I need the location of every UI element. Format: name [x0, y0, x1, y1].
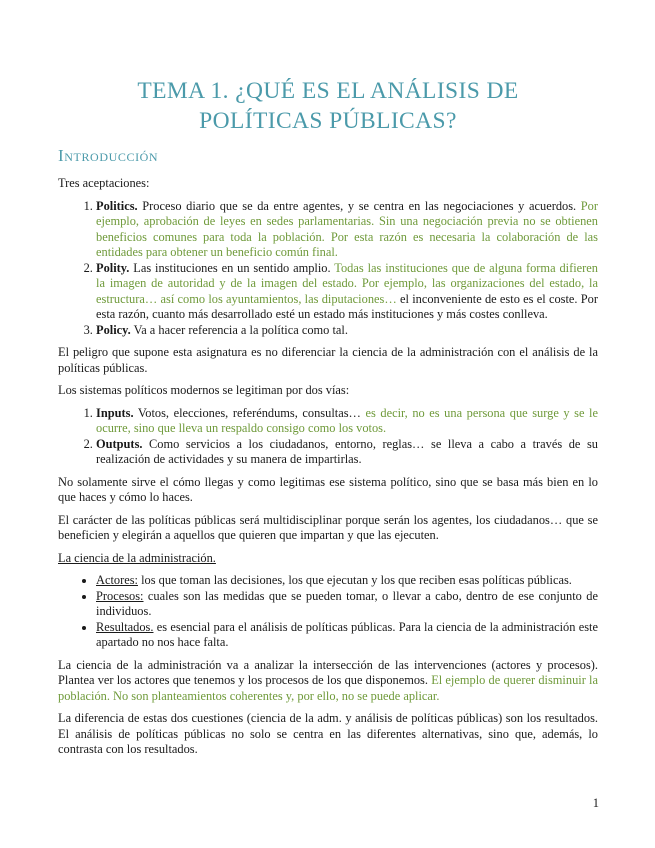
term: Policy.	[96, 322, 131, 337]
term: Inputs.	[96, 405, 134, 420]
paragraph: La diferencia de estas dos cuestiones (ciencia de la adm. y análisis de políticas públicas) son los resultados. El análisis de políticas públicas no solo se centra en las diferentes alternativas, sino que, además, lo contrasta con los resultados.	[58, 711, 598, 756]
item-text: Proceso diario que se da entre agentes, y se centra en las negociaciones y acuerdos.	[137, 198, 581, 213]
term: Outputs.	[96, 436, 143, 451]
components-list	[58, 573, 598, 651]
paragraph: El peligro que supone esta asignatura es no diferenciar la ciencia de la administración con el análisis de la políticas públicas.	[58, 345, 598, 375]
document-body	[58, 176, 598, 765]
green-note: El ejemplo de querer disminuir la población. No son planteamientos coherentes y, por ello, no se puede aplicar.	[58, 673, 598, 703]
acceptations-list	[58, 199, 598, 339]
item-text: Las instituciones en un sentido amplio.	[129, 260, 335, 275]
item-text-after: el inconveniente de esto es el coste. Por esta razón, cuanto más desarrollado esté un estado más instituciones y más costes conlleva.	[96, 291, 598, 321]
item-text: es esencial para el análisis de políticas públicas. Para la ciencia de la administración este apartado no nos hace falta.	[96, 619, 598, 649]
paragraph: No solamente sirve el cómo llegas y como legitimas ese sistema político, sino que se basa más bien en lo que haces y cómo lo haces.	[58, 474, 598, 504]
title-line-2: POLÍTICAS PÚBLICAS?	[199, 108, 457, 134]
section-heading: Introducción	[58, 146, 159, 165]
intro-text: Tres aceptaciones:	[58, 176, 150, 190]
item-text: Como servicios a los ciudadanos, entorno, reglas… se lleva a cabo a través de su realización de actividades y su manera de impartirlas.	[96, 436, 598, 466]
list-item	[96, 406, 598, 437]
list-item	[96, 261, 598, 323]
item-text: Va a hacer referencia a la política como tal.	[130, 322, 348, 337]
title-line-1: TEMA 1. ¿QUÉ ES EL ANÁLISIS DE	[137, 78, 519, 104]
term: Polity.	[96, 260, 130, 275]
page-title	[58, 76, 598, 136]
green-note: Por ejemplo, aprobación de leyes en sedes parlamentarias. Sin una negociación previa no se obtienen beneficios comunes para toda la población. Por esta razón es necesaria la colaboración de las entidades para obtener un beneficio común final.	[96, 198, 598, 259]
paragraph-text: La ciencia de la administración va a analizar la intersección de las intervenciones (actores y procesos). Plantea ver los actores que tenemos y los procesos de los que disponemos.	[58, 657, 598, 687]
list-item	[96, 199, 598, 261]
green-note: es decir, no es una persona que surge y se le ocurre, sino que lleva un respaldo consigo como los votos.	[96, 405, 598, 435]
list-item	[96, 573, 598, 589]
paragraph	[58, 658, 598, 705]
list-item	[96, 620, 598, 651]
paragraph: Los sistemas políticos modernos se legitiman por dos vías:	[58, 383, 350, 397]
item-text: cuales son las medidas que se pueden tomar, o llevar a cabo, dentro de ese conjunto de individuos.	[96, 588, 598, 618]
list-item	[96, 589, 598, 620]
ways-list	[58, 406, 598, 468]
paragraph: El carácter de las políticas públicas será multidisciplinar porque serán los agentes, los ciudadanos… que se beneficien y elegirán a aquellos que quieren que impartan y que las ejecuten.	[58, 512, 598, 542]
term: Resultados.	[96, 619, 154, 634]
subheading: La ciencia de la administración.	[58, 550, 216, 565]
term: Politics.	[96, 198, 138, 213]
item-text: Votos, elecciones, referéndums, consultas…	[133, 405, 366, 420]
list-item	[96, 437, 598, 468]
list-item	[96, 323, 598, 339]
term: Actores:	[96, 573, 138, 587]
page-number: 1	[592, 796, 599, 810]
term: Procesos:	[96, 588, 144, 603]
green-note: Todas las instituciones que de alguna forma difieren la imagen de autoridad y de la imagen del estado. Por ejemplo, las organizaciones del estado, la estructura… así como los ayuntamientos, las diputaciones…	[96, 260, 598, 306]
item-text: los que toman las decisiones, los que ejecutan y los que reciben esas políticas públicas.	[137, 573, 572, 587]
